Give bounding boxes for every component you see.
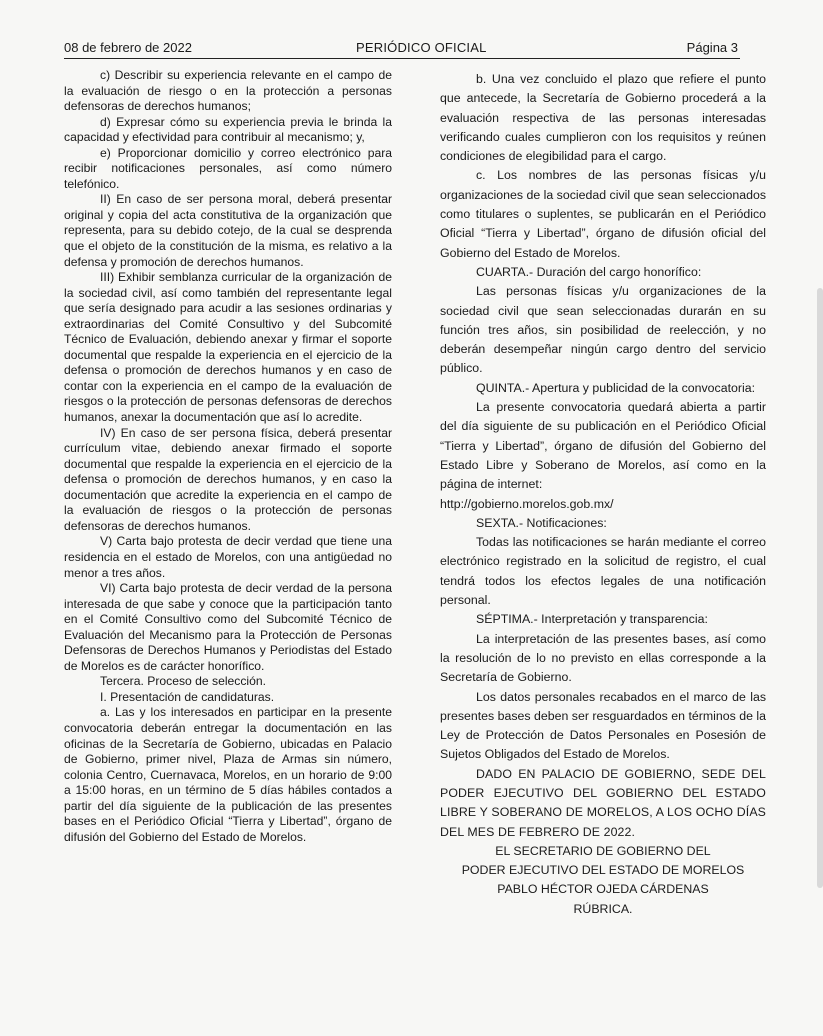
section-cuarta-heading: CUARTA.- Duración del cargo honorífico:	[476, 264, 702, 279]
paragraph-d-capacity: d) Expresar cómo su experiencia previa le brinda la capacidad y efectividad para contribuir al mecanismo; y,	[64, 114, 392, 145]
signature-line-1: EL SECRETARIO DE GOBIERNO DEL	[495, 843, 711, 858]
website-url: http://gobierno.morelos.gob.mx/	[440, 496, 614, 511]
header-page-number: Página 3	[686, 40, 738, 55]
paragraph-notifications: Todas las notificaciones se harán mediante el correo electrónico registrado en la solicitud de registro, el cual tendrá todos los efectos legales de una notificación personal.	[440, 535, 766, 608]
paragraph-personal-data: Los datos personales recabados en el marco de las presentes bases deben ser resguardados en términos de la Ley de Protección de Datos Personales en Posesión de Sujetos Obligados del Estado de Morelos.	[440, 689, 766, 762]
paragraph-vi-honorary: VI) Carta bajo protesta de decir verdad de la persona interesada de que sabe y conoce que la participación tanto en el Comité Consultivo como del Subcomité Técnico de Evaluación del Mecanismo para la Protección de Personas Defensoras de Derechos Humanos y Periodistas del Estado de Morelos es de carácter honorífico.	[64, 581, 392, 673]
subsection-candidacies-heading: I. Presentación de candidaturas.	[100, 689, 275, 704]
paragraph-duration: Las personas físicas y/u organizaciones de la sociedad civil que sean seleccionadas durarán en su función tres años, sin posibilidad de reelección, y no deberán desempeñar ningún cargo dentro del servicio público.	[440, 284, 766, 376]
signature-name: PABLO HÉCTOR OJEDA CÁRDENAS	[497, 882, 709, 897]
paragraph-iv-natural-person: IV) En caso de ser persona física, deberá presentar currículum vitae, debiendo anexar firmado el soporte documental que respalde la experiencia en el ejercicio de la defensa o promoción de derechos humanos, y en caso la documentación que acredite la experiencia en el campo de la evaluación de riesgos o la protección de personas defensoras de derechos humanos.	[64, 425, 392, 533]
section-quinta-heading: QUINTA.- Apertura y publicidad de la convocatoria:	[476, 380, 756, 395]
closing-statement: DADO EN PALACIO DE GOBIERNO, SEDE DEL PODER EJECUTIVO DEL GOBIERNO DEL ESTADO LIBRE Y SOBERANO DE MORELOS, A LOS OCHO DÍAS DEL MES DE FEBRERO DE 2022.	[440, 766, 766, 839]
section-sexta-heading: SEXTA.- Notificaciones:	[476, 515, 607, 530]
paragraph-a-submission: a. Las y los interesados en participar en la presente convocatoria deberán entregar la documentación en las oficinas de la Secretaría de Gobierno, ubicadas en Palacio de Gobierno, primer nivel, Plaza de Armas sin número, colonia Centro, Cuernavaca, Morelos, en un horario de 9:00 a 15:00 horas, en un término de 5 días hábiles contados a partir del día siguiente de la publicación de las presentes bases en el Periódico Oficial “Tierra y Libertad”, órgano de difusión del Gobierno del Estado de Morelos.	[64, 705, 392, 844]
signature-line-2: PODER EJECUTIVO DEL ESTADO DE MORELOS	[461, 863, 745, 878]
paragraph-iii-curriculum: III) Exhibir semblanza curricular de la organización de la sociedad civil, así como también del representante legal que sería designado para acudir a las sesiones ordinarias y extraordinarias del Comité Consultivo y del Subcomité Técnico de Evaluación, debiendo anexar y firmar el soporte documental que respalde la experiencia en el ejercicio de la defensa o promoción de derechos humanos y en caso de contar con la experiencia en el campo de la evaluación de riesgos o la protección de personas defensoras de derechos humanos, anexar la documentación que así lo acredite.	[64, 270, 392, 425]
header-date: 08 de febrero de 2022	[64, 40, 192, 55]
scrollbar[interactable]	[817, 288, 823, 888]
paragraph-c-experience: c) Describir su experiencia relevante en el campo de la evaluación de riesgo o en la protección a personas defensoras de derechos humanos;	[64, 68, 392, 114]
left-column	[64, 68, 392, 845]
paragraph-opening: La presente convocatoria quedará abierta a partir del día siguiente de su publicación en el Periódico Oficial “Tierra y Libertad”, órgano de difusión del Gobierno del Estado Libre y Soberano de Morelos, así como en la página de internet:	[440, 400, 766, 492]
paragraph-e-address: e) Proporcionar domicilio y correo electrónico para recibir notificaciones personales, así como número telefónico.	[64, 145, 392, 191]
section-septima-heading: SÉPTIMA.- Interpretación y transparencia:	[476, 612, 708, 627]
right-column	[440, 70, 766, 919]
section-tercera-heading: Tercera. Proceso de selección.	[100, 674, 267, 689]
header-title: PERIÓDICO OFICIAL	[356, 40, 487, 55]
paragraph-v-residence: V) Carta bajo protesta de decir verdad que tiene una residencia en el estado de Morelos, con una antigüedad no menor a tres años.	[64, 534, 392, 580]
paragraph-ii-legal-entity: II) En caso de ser persona moral, deberá presentar original y copia del acta constitutiva de la organización que representa, para su debido cotejo, de la cual se desprenda que el objeto de la constitución de la misma, es relativo a la defensa y promoción de derechos humanos.	[64, 192, 392, 269]
paragraph-interpretation: La interpretación de las presentes bases, así como la resolución de lo no previsto en ellas corresponde a la Secretaría de Gobierno.	[440, 631, 766, 685]
paragraph-b-evaluation: b. Una vez concluido el plazo que refiere el punto que antecede, la Secretaría de Gobierno procederá a la evaluación respectiva de las personas interesadas verificando cuales cumplieron con los requisitos y reúnen condiciones de elegibilidad para el cargo.	[440, 72, 766, 164]
page-header	[64, 40, 740, 59]
signature-rubrica: RÚBRICA.	[573, 901, 633, 916]
paragraph-c-publication: c. Los nombres de las personas físicas y/u organizaciones de la sociedad civil que sean seleccionados como titulares o suplentes, se publicarán en el Periódico Oficial “Tierra y Libertad”, órgano de difusión oficial del Gobierno del Estado de Morelos.	[440, 168, 766, 260]
